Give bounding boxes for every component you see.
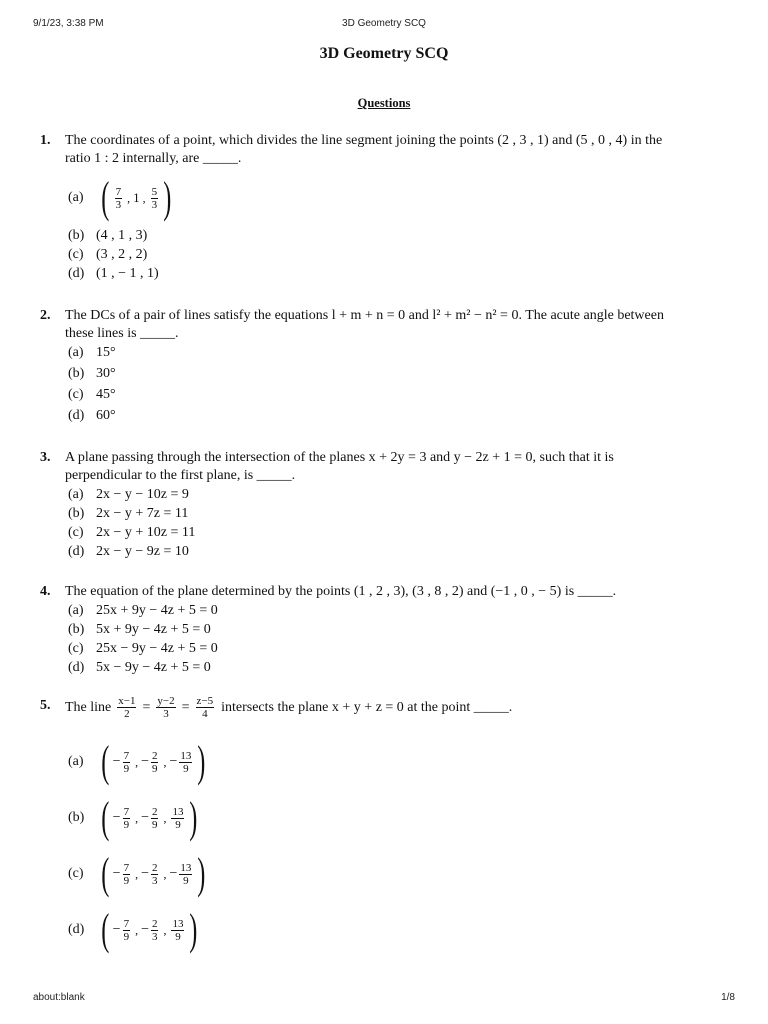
fraction	[115, 186, 123, 211]
option-c	[68, 639, 730, 658]
option-d	[68, 406, 730, 427]
fraction	[196, 695, 215, 720]
options	[68, 485, 730, 561]
option-b	[68, 620, 730, 639]
options	[68, 173, 730, 283]
minus-sign: −	[141, 810, 149, 825]
denominator: 3	[151, 930, 158, 943]
option-c	[68, 245, 730, 264]
minus-sign: −	[141, 922, 149, 937]
option-label: (c)	[68, 866, 84, 881]
question-number: 5.	[40, 698, 51, 713]
denominator: 9	[123, 874, 130, 887]
option-label: (a)	[68, 190, 84, 205]
option-label: (d)	[68, 922, 85, 937]
option-value: ( − $\frac{7}{9}$ , − $\frac{2}{9}$ , − $\frac{13}{9}$ )	[101, 737, 206, 786]
print-header-title: 3D Geometry SCQ	[342, 18, 426, 29]
numerator: 5	[151, 185, 158, 198]
option-d	[68, 542, 730, 561]
denominator: 3	[156, 707, 175, 720]
question-2	[40, 307, 730, 427]
numerator: y−2	[157, 695, 175, 707]
option-b	[68, 226, 730, 245]
option-label: (c)	[68, 247, 84, 262]
question-number: 2.	[40, 308, 51, 323]
fraction	[171, 918, 184, 943]
option-label: (d)	[68, 544, 85, 559]
fraction	[179, 862, 192, 887]
question-4	[40, 583, 730, 677]
option-label: (c)	[68, 641, 84, 656]
fraction	[117, 695, 136, 720]
option-d	[68, 264, 730, 283]
numerator: 2	[151, 861, 158, 874]
coordinate: 1	[133, 190, 140, 205]
numerator: x−1	[118, 695, 136, 707]
denominator: 9	[171, 930, 184, 943]
question-5	[40, 697, 730, 958]
document-title: 3D Geometry SCQ	[319, 45, 449, 62]
option-value: 5x − 9y − 4z + 5 = 0	[96, 660, 211, 675]
option-value: 25x + 9y − 4z + 5 = 0	[96, 603, 218, 618]
option-d	[68, 902, 730, 958]
option-value: ( $\frac{7}{3}$ , 1 , $\frac{5}{3}$ )	[101, 173, 172, 222]
option-value: 30°	[96, 366, 116, 381]
question-1	[40, 132, 730, 283]
option-d	[68, 658, 730, 677]
option-label: (b)	[68, 506, 85, 521]
equals-sign: =	[142, 699, 151, 715]
options	[68, 601, 730, 677]
fraction	[151, 806, 159, 831]
option-value: ( − $\frac{7}{9}$ , − $\frac{2}{9}$ , $\frac{13}{9}$ )	[101, 793, 198, 842]
option-label: (a)	[68, 754, 84, 769]
question-number: 4.	[40, 584, 51, 599]
section-heading: Questions	[357, 96, 411, 110]
minus-sign: −	[141, 754, 149, 769]
numerator: 7	[115, 185, 122, 198]
fraction	[151, 750, 159, 775]
option-value: 45°	[96, 387, 116, 402]
question-text-suffix: intersects the plane x + y + z = 0 at the point _____.	[221, 699, 513, 715]
denominator: 9	[123, 930, 130, 943]
option-value: (4 , 1 , 3)	[96, 228, 148, 243]
numerator: 13	[180, 749, 192, 762]
minus-sign: −	[112, 922, 121, 937]
print-header-datetime: 9/1/23, 3:38 PM	[33, 18, 104, 29]
option-value: 25x − 9y − 4z + 5 = 0	[96, 641, 218, 656]
option-b	[68, 790, 730, 846]
question-text-line: these lines is _____.	[65, 326, 179, 341]
option-value: 2x − y − 9z = 10	[96, 544, 189, 559]
minus-sign: −	[112, 866, 121, 881]
numerator: z−5	[196, 695, 214, 707]
minus-sign: −	[169, 866, 178, 881]
denominator: 9	[123, 762, 130, 775]
minus-sign: −	[112, 754, 121, 769]
denominator: 3	[151, 198, 158, 211]
option-a	[68, 601, 730, 620]
options	[68, 734, 730, 958]
question-text-line: The equation of the plane determined by the points (1 , 2 , 3), (3 , 8 , 2) and (−1 , 0 , − 5) is _____.	[65, 584, 617, 599]
option-label: (d)	[68, 660, 85, 675]
option-value: (3 , 2 , 2)	[96, 247, 148, 262]
question-text-line: perpendicular to the first plane, is _____.	[65, 468, 296, 483]
denominator: 9	[179, 874, 192, 887]
numerator: 7	[123, 861, 130, 874]
option-value: (1 , − 1 , 1)	[96, 266, 159, 281]
option-value: 2x − y − 10z = 9	[96, 487, 189, 502]
option-c	[68, 846, 730, 902]
option-label: (c)	[68, 387, 84, 402]
print-footer-page-number: 1/8	[721, 992, 735, 1003]
denominator: 9	[123, 818, 130, 831]
numerator: 7	[123, 805, 130, 818]
option-label: (b)	[68, 228, 85, 243]
fraction	[123, 806, 131, 831]
equals-sign: =	[181, 699, 190, 715]
option-c	[68, 385, 730, 406]
question-text-line: A plane passing through the intersection of the planes x + 2y = 3 and y − 2z + 1 = 0, such that it is	[65, 450, 614, 465]
option-c	[68, 523, 730, 542]
question-3	[40, 449, 730, 561]
option-label: (c)	[68, 525, 84, 540]
numerator: 2	[151, 749, 158, 762]
option-label: (a)	[68, 603, 84, 618]
option-value: 2x − y + 7z = 11	[96, 506, 189, 521]
option-a	[68, 343, 730, 364]
option-label: (b)	[68, 366, 85, 381]
denominator: 9	[151, 762, 158, 775]
fraction	[123, 862, 131, 887]
question-text	[65, 583, 730, 601]
question-text-line: The DCs of a pair of lines satisfy the equations l + m + n = 0 and l² + m² − n² = 0. The acute angle between	[65, 308, 664, 323]
numerator: 2	[151, 917, 158, 930]
numerator: 7	[123, 917, 130, 930]
fraction	[171, 806, 184, 831]
option-label: (a)	[68, 345, 84, 360]
minus-sign: −	[169, 754, 178, 769]
question-text	[65, 449, 730, 485]
question-text-line: ratio 1 : 2 internally, are _____.	[65, 151, 242, 166]
option-label: (b)	[68, 622, 85, 637]
option-value: 60°	[96, 408, 116, 423]
option-a	[68, 173, 730, 222]
minus-sign: −	[112, 810, 121, 825]
fraction	[151, 862, 159, 887]
option-label: (b)	[68, 810, 85, 825]
denominator: 3	[115, 198, 122, 211]
question-text-line: The coordinates of a point, which divides the line segment joining the points (2 , 3 , 1) and (5 , 0 , 4) in the	[65, 133, 663, 148]
question-text	[65, 695, 730, 720]
print-footer-url: about:blank	[33, 992, 85, 1003]
option-value: ( − $\frac{7}{9}$ , − $\frac{2}{3}$ , $\frac{13}{9}$ )	[101, 905, 198, 954]
question-number: 3.	[40, 450, 51, 465]
option-a	[68, 485, 730, 504]
question-number: 1.	[40, 133, 51, 148]
option-value: 5x + 9y − 4z + 5 = 0	[96, 622, 211, 637]
option-label: (d)	[68, 408, 85, 423]
numerator: 7	[123, 749, 130, 762]
question-text	[65, 132, 730, 168]
option-label: (a)	[68, 487, 84, 502]
option-label: (d)	[68, 266, 85, 281]
option-value: 2x − y + 10z = 11	[96, 525, 196, 540]
fraction	[123, 750, 131, 775]
denominator: 2	[117, 707, 136, 720]
denominator: 4	[196, 707, 215, 720]
denominator: 9	[171, 818, 184, 831]
numerator: 13	[172, 917, 184, 930]
fraction	[179, 750, 192, 775]
numerator: 13	[172, 805, 184, 818]
option-b	[68, 364, 730, 385]
question-text-prefix: The line	[65, 699, 112, 715]
question-text	[65, 307, 730, 343]
fraction	[156, 695, 175, 720]
numerator: 13	[180, 861, 192, 874]
option-b	[68, 504, 730, 523]
fraction	[151, 918, 159, 943]
denominator: 9	[179, 762, 192, 775]
fraction	[123, 918, 131, 943]
minus-sign: −	[141, 866, 149, 881]
option-value: 15°	[96, 345, 116, 360]
fraction	[151, 186, 159, 211]
numerator: 2	[151, 805, 158, 818]
options	[68, 343, 730, 427]
denominator: 3	[151, 874, 158, 887]
option-a	[68, 734, 730, 790]
denominator: 9	[151, 818, 158, 831]
option-value: ( − $\frac{7}{9}$ , − $\frac{2}{3}$ , − $\frac{13}{9}$ )	[101, 849, 206, 898]
